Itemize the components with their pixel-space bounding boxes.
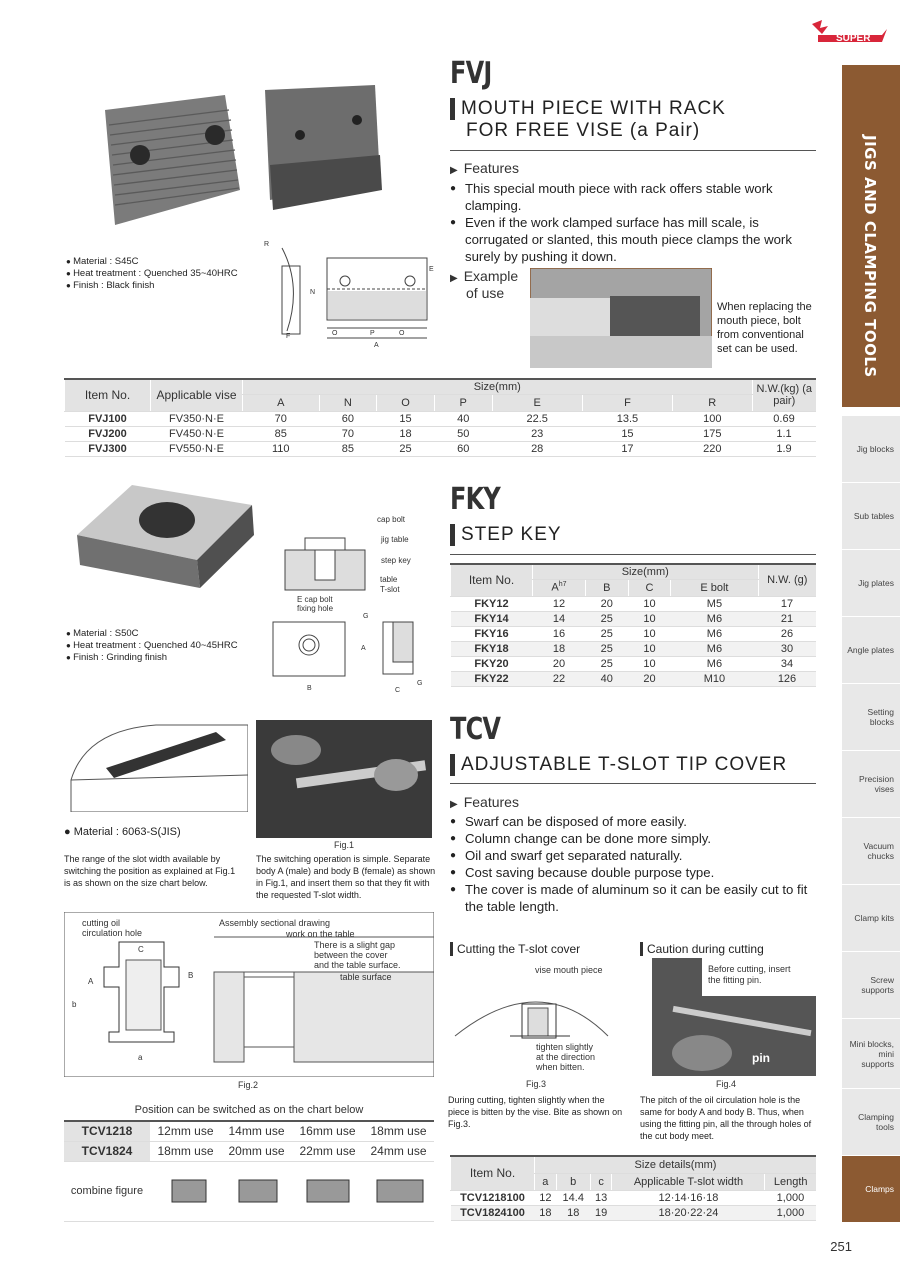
fvj-cell: 15 (582, 426, 672, 441)
brand-text: SUPER (836, 33, 871, 44)
fky-th-item: Item No. (451, 564, 533, 596)
fvj-title-1: MOUTH PIECE WITH RACK (450, 98, 726, 120)
fig3-tighten3: when bitten. (536, 1062, 585, 1072)
fvj-cell: FV350·N·E (151, 411, 243, 426)
tcv-cell: 18 (556, 1205, 590, 1220)
tcv-fig1-note: The switching operation is simple. Separate body A (male) and body B (female) as shown in Fig.1, and insert them so that they fit with the requested T-slot width. (256, 854, 436, 900)
fvj-th-vise: Applicable vise (151, 379, 243, 411)
fvj-cell: 40 (434, 411, 492, 426)
fig4-pin: pin (752, 1051, 770, 1065)
pos-cell: 16mm use (292, 1121, 363, 1141)
dim-a: A (374, 342, 379, 349)
tcv-fig2-caption: Fig.2 (238, 1080, 259, 1090)
fvj-cell: 60 (319, 411, 377, 426)
tab-clamps[interactable]: Clamps (842, 1155, 900, 1222)
fvj-cell: 110 (243, 441, 320, 456)
fvj-col-O: O (377, 394, 435, 411)
fvj-th-nw: N.W.(kg) (a pair) (752, 379, 816, 411)
fvj-table (64, 378, 816, 457)
fky-cell: 25 (585, 656, 628, 671)
fvj-cell: 0.69 (752, 411, 816, 426)
fky-cell: 18 (533, 641, 586, 656)
pos-cell: 12mm use (150, 1121, 221, 1141)
fky-spec-finish: ● Finish : Grinding finish (66, 652, 238, 664)
fvj-specs (66, 256, 238, 292)
fky-spec-heat: ● Heat treatment : Quenched 40~45HRC (66, 640, 238, 652)
fky-cell: 34 (758, 656, 816, 671)
fvj-dimension-drawing (262, 236, 442, 351)
fvj-cell: 70 (243, 411, 320, 426)
fig2-b: b (72, 1000, 77, 1009)
fky-cell: M6 (671, 611, 758, 626)
fky-cell: FKY12 (451, 596, 533, 611)
table-row (64, 1121, 434, 1141)
dim-f: F (286, 333, 291, 340)
fvj-col-A: A (243, 394, 320, 411)
table-row (451, 596, 817, 611)
table-row (65, 411, 817, 426)
tcv-col-1: b (556, 1174, 590, 1190)
tcv-features (450, 813, 816, 915)
fig3-vise-mouth: vise mouth piece (535, 965, 603, 975)
tcv-feature-1: ● Swarf can be disposed of more easily. (450, 813, 816, 830)
fvj-th-size: Size(mm) (243, 379, 753, 394)
fig4-note1: Before cutting, insert (708, 964, 791, 974)
tcv-caution-heading: Caution during cutting (640, 942, 764, 956)
fvj-cell: 1.1 (752, 426, 816, 441)
fvj-cell: 17 (582, 441, 672, 456)
fvj-cell: 220 (673, 441, 752, 456)
table-row (451, 1190, 817, 1205)
fky-cell: FKY16 (451, 626, 533, 641)
fky-cell: M5 (671, 596, 758, 611)
fvj-cell: FVJ300 (65, 441, 151, 456)
fky-cell: 21 (758, 611, 816, 626)
tcv-th-item: Item No. (451, 1156, 535, 1190)
dim-o: O (332, 330, 338, 337)
pos-cell: 24mm use (363, 1141, 434, 1161)
fvj-col-E: E (492, 394, 582, 411)
fky-cell: 126 (758, 671, 816, 686)
fvj-cell: 28 (492, 441, 582, 456)
fvj-cell: 15 (377, 411, 435, 426)
tab-clamp-kits[interactable]: Clamp kits (842, 884, 900, 951)
fig2-assembly: Assembly sectional drawing (219, 918, 331, 928)
table-row (451, 626, 817, 641)
fky-label-ecap1: E cap bolt (297, 595, 333, 604)
fvj-cell: FVJ100 (65, 411, 151, 426)
tcv-col-4: Length (765, 1174, 816, 1190)
tcv-feature-3: ● Oil and swarf get separated naturally. (450, 847, 816, 864)
fky-cell: 16 (533, 626, 586, 641)
fky-cell: 10 (628, 626, 671, 641)
fvj-product-photo (95, 80, 395, 230)
dim-n: N (310, 289, 316, 296)
fky-th-size: Size(mm) (533, 564, 759, 579)
side-main-tab[interactable] (842, 65, 900, 407)
fky-cell: 10 (628, 656, 671, 671)
tcv-col-2: c (590, 1174, 612, 1190)
fky-cell: 26 (758, 626, 816, 641)
fky-cell: 20 (585, 596, 628, 611)
fig2-a: a (138, 1053, 143, 1062)
table-row (65, 426, 817, 441)
tcv-fig4-photo (652, 958, 816, 1076)
fig2-gap1: There is a slight gap (314, 940, 396, 950)
fvj-rule (450, 150, 816, 151)
fig2-surface: table surface (340, 972, 392, 982)
fvj-cell: 25 (377, 441, 435, 456)
tcv-cell: 13 (590, 1190, 612, 1205)
fvj-code: FVJ (450, 56, 492, 91)
tcv-fig4-note: The pitch of the oil circulation hole is the same for body A and body B. Thus, when using the fitting pin, all the through holes of the cut body meet. (640, 1095, 812, 1141)
fvj-cell: FVJ200 (65, 426, 151, 441)
fky-label-a: A (361, 645, 366, 652)
tcv-fig3-caption: Fig.3 (526, 1079, 547, 1089)
fky-code: FKY (450, 482, 500, 517)
pos-cell: 18mm use (363, 1121, 434, 1141)
fky-cell: 10 (628, 611, 671, 626)
fky-label-step: step key (381, 556, 411, 565)
fky-col-a-sup: h7 (558, 581, 567, 589)
fvj-spec-material: ● Material : S45C (66, 256, 238, 268)
fig2-work: work on the table (286, 929, 355, 939)
tcv-pos-table (64, 1120, 434, 1222)
tcv-combine-figures (157, 1170, 427, 1210)
tab-precision-vises[interactable]: Precision vises (842, 750, 900, 817)
fky-cell: 20 (628, 671, 671, 686)
fvj-cell: 23 (492, 426, 582, 441)
fvj-col-R: R (673, 394, 752, 411)
fig2-gap3: and the table surface. (314, 960, 401, 970)
tcv-product-drawing (66, 720, 248, 812)
fky-col-1: B (585, 579, 628, 596)
table-row (451, 671, 817, 686)
fvj-cell: 175 (673, 426, 752, 441)
pos-cell: 14mm use (221, 1121, 292, 1141)
fky-cell: FKY14 (451, 611, 533, 626)
tab-setting-blocks[interactable]: Setting blocks (842, 683, 900, 750)
tcv-cell: 12·14·16·18 (612, 1190, 765, 1205)
fvj-spec-heat: ● Heat treatment : Quenched 35~40HRC (66, 268, 238, 280)
tcv-cell: 18·20·22·24 (612, 1205, 765, 1220)
fvj-spec-finish: ● Finish : Black finish (66, 280, 238, 292)
fvj-features-heading: ▶ Features (450, 160, 519, 176)
tab-angle-plates[interactable]: Angle plates (842, 616, 900, 683)
pos-cell: TCV1824 (64, 1141, 150, 1161)
fig2-oil2: circulation hole (82, 928, 143, 938)
tab-vacuum-chucks[interactable]: Vacuum chucks (842, 817, 900, 884)
tcv-cell: 18 (535, 1205, 557, 1220)
dim-e: E (429, 266, 434, 273)
tcv-range-note: The range of the slot width available by switching the position as explained at Fig.1 is as shown on the size chart below. (64, 854, 236, 888)
fvj-features (450, 180, 816, 265)
fky-cell: 10 (628, 641, 671, 656)
pos-cell: 18mm use (150, 1141, 221, 1161)
table-row (451, 1205, 817, 1220)
tcv-pos-combine: combine figure (64, 1161, 150, 1221)
tcv-fig3-note: During cutting, tighten slightly when the piece is bitten by the vise. Bite as shown on Fig.3. (448, 1095, 623, 1129)
fky-label-c: C (395, 687, 401, 694)
tab-jig-blocks[interactable]: Jig blocks (842, 415, 900, 482)
dim-p: P (370, 330, 375, 337)
table-row (451, 656, 817, 671)
dim-r: R (264, 241, 270, 248)
fky-spec-material: ● Material : S50C (66, 628, 238, 640)
pos-cell: 20mm use (221, 1141, 292, 1161)
fky-rule (450, 554, 816, 555)
fig3-tighten1: tighten slightly (536, 1042, 594, 1052)
fvj-cell: 18 (377, 426, 435, 441)
fig2-gap2: between the cover (314, 950, 388, 960)
tab-sub-tables[interactable]: Sub tables (842, 482, 900, 549)
table-row (64, 1141, 434, 1161)
fky-drawing (265, 510, 430, 695)
tab-jig-plates[interactable]: Jig plates (842, 549, 900, 616)
fvj-cell: 85 (319, 441, 377, 456)
pos-cell: 22mm use (292, 1141, 363, 1161)
tcv-code: TCV (450, 712, 501, 747)
fvj-cell: 1.9 (752, 441, 816, 456)
fvj-cell: 85 (243, 426, 320, 441)
super-logo (808, 18, 888, 52)
fig4-note2: the fitting pin. (708, 975, 762, 985)
fky-cell: 30 (758, 641, 816, 656)
tcv-feature-2: ● Column change can be done more simply. (450, 830, 816, 847)
page-number: 251 (830, 1239, 852, 1254)
tcv-rule (450, 783, 816, 784)
tcv-cell: 1,000 (765, 1205, 816, 1220)
table-row (65, 441, 817, 456)
fky-cell: FKY20 (451, 656, 533, 671)
table-row (451, 611, 817, 626)
fig3-tighten2: at the direction (536, 1052, 596, 1062)
fky-cell: 40 (585, 671, 628, 686)
tcv-material: ● Material : 6063-S(JIS) (64, 826, 181, 838)
fvj-col-P: P (434, 394, 492, 411)
fvj-example-note: When replacing the mouth piece, bolt from conventional set can be used. (717, 301, 812, 355)
tcv-cell: 1,000 (765, 1190, 816, 1205)
fky-label-tslot2: T-slot (380, 585, 400, 594)
fky-cell: 20 (533, 656, 586, 671)
fky-label-b: B (307, 685, 312, 692)
tcv-fig3-drawing (450, 958, 630, 1076)
fky-th-nw: N.W. (g) (758, 564, 816, 596)
fvj-cell: 70 (319, 426, 377, 441)
fky-col-3: E bolt (671, 579, 758, 596)
fky-label-g: G (363, 613, 369, 620)
fky-cell: M6 (671, 626, 758, 641)
fig2-oil1: cutting oil (82, 918, 121, 928)
tcv-fig1-photo (256, 720, 432, 838)
tcv-col-0: a (535, 1174, 557, 1190)
tcv-cell: 19 (590, 1205, 612, 1220)
tcv-title: ADJUSTABLE T-SLOT TIP COVER (450, 754, 787, 776)
fky-cell: M10 (671, 671, 758, 686)
fvj-cell: FV450·N·E (151, 426, 243, 441)
tcv-cell: TCV1824100 (451, 1205, 535, 1220)
fvj-title-2: FOR FREE VISE (a Pair) (466, 120, 701, 141)
tab-clamping-tools[interactable]: Clamping tools (842, 1088, 900, 1155)
tcv-cell: TCV1218100 (451, 1190, 535, 1205)
fky-label-jig: jig table (381, 535, 409, 544)
tcv-fig2-drawing (64, 912, 434, 1077)
fky-label-ecap2: fixing hole (297, 604, 334, 613)
fvj-th-item: Item No. (65, 379, 151, 411)
tab-screw-supports[interactable]: Screw supports (842, 951, 900, 1018)
fky-cell: 14 (533, 611, 586, 626)
fvj-cell: FV550·N·E (151, 441, 243, 456)
fky-cell: 12 (533, 596, 586, 611)
tcv-cell: 12 (535, 1190, 557, 1205)
fvj-col-F: F (582, 394, 672, 411)
tcv-table (450, 1155, 816, 1221)
fvj-example-heading: ▶ Example (450, 268, 518, 284)
tcv-feature-4: ● Cost saving because double purpose type. (450, 864, 816, 881)
fvj-col-N: N (319, 394, 377, 411)
fig2-a-up: A (88, 977, 94, 986)
dim-o2: O (399, 330, 405, 337)
fvj-cell: 22.5 (492, 411, 582, 426)
tab-mini-blocks[interactable]: Mini blocks, mini supports (842, 1018, 900, 1088)
fky-col-2: C (628, 579, 671, 596)
fky-cell: 25 (585, 641, 628, 656)
fig2-b-up: B (188, 971, 194, 980)
fky-cell: 17 (758, 596, 816, 611)
fvj-feature-1: ● This special mouth piece with rack offers stable work clamping. (450, 180, 816, 214)
tcv-pos-title: Position can be switched as on the chart below (134, 1104, 364, 1116)
fky-label-cap: cap bolt (377, 515, 406, 524)
fvj-cell: 60 (434, 441, 492, 456)
tcv-features-heading: ▶ Features (450, 794, 519, 810)
fvj-cell: 13.5 (582, 411, 672, 426)
fky-title: STEP KEY (450, 524, 562, 546)
tcv-feature-5: ● The cover is made of aluminum so it can be easily cut to fit the table length. (450, 881, 816, 915)
fvj-feature-2: ● Even if the work clamped surface has mill scale, is corrugated or slanted, this mouth piece clamps the work surely by pushing it down. (450, 214, 816, 265)
fky-table (450, 563, 816, 687)
fvj-cell: 100 (673, 411, 752, 426)
pos-cell: TCV1218 (64, 1121, 150, 1141)
tcv-fig1-caption: Fig.1 (334, 840, 355, 850)
fvj-example-heading-2: of use (466, 285, 505, 301)
fky-cell: 10 (628, 596, 671, 611)
fky-label-tslot1: table (380, 575, 398, 584)
fvj-cell: 50 (434, 426, 492, 441)
tcv-th-size: Size details(mm) (535, 1156, 817, 1174)
fky-specs (66, 628, 238, 664)
fky-cell: M6 (671, 656, 758, 671)
fky-cell: FKY18 (451, 641, 533, 656)
fky-cell: M6 (671, 641, 758, 656)
fky-product-photo (72, 480, 262, 590)
fky-col-0: $A^{h7}$ (533, 579, 586, 596)
fky-cell: FKY22 (451, 671, 533, 686)
table-row (451, 641, 817, 656)
fky-cell: 22 (533, 671, 586, 686)
fvj-example-photo (530, 268, 712, 368)
tcv-fig4-caption: Fig.4 (716, 1079, 737, 1089)
fig2-c: C (138, 945, 144, 954)
fky-label-g2: G (417, 680, 423, 687)
tcv-cut-heading: Cutting the T-slot cover (450, 942, 580, 956)
tcv-cell: 14.4 (556, 1190, 590, 1205)
side-main-label: JIGS AND CLAMPING TOOLS (861, 135, 879, 378)
fky-cell: 25 (585, 611, 628, 626)
tcv-col-3: Applicable T-slot width (612, 1174, 765, 1190)
fky-cell: 25 (585, 626, 628, 641)
